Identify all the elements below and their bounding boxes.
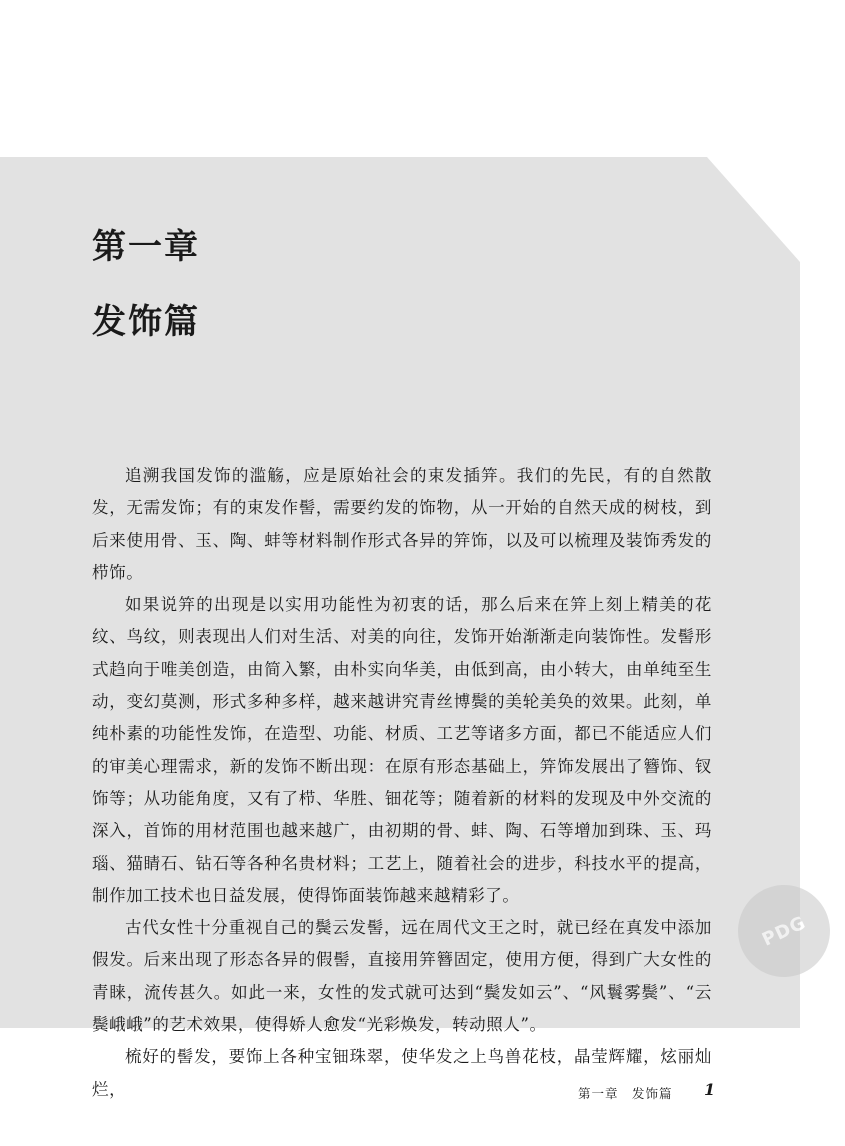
paragraph-1: 追溯我国发饰的滥觞，应是原始社会的束发插笄。我们的先民，有的自然散发，无需发饰；有的束发作髻，需要约发的饰物，从一开始的自然天成的树枝，到后来使用骨、玉、陶、蚌等材料制作形式各异的笄饰，以及可以梳理及装饰秀发的栉饰。: [92, 466, 712, 582]
chapter-title: 发饰篇: [92, 302, 200, 342]
page-number: 1: [704, 1080, 716, 1099]
paragraph-4: 梳好的髻发，要饰上各种宝钿珠翠，使华发之上鸟兽花枝，晶莹辉耀，炫丽灿烂，: [92, 1047, 712, 1099]
page-footer: [0, 1080, 800, 1104]
body-text: [92, 460, 712, 1106]
watermark-text: PDG: [758, 911, 810, 951]
chapter-label: 第一章: [92, 227, 200, 267]
paragraph-2: 如果说笄的出现是以实用功能性为初衷的话，那么后来在笄上刻上精美的花纹、鸟纹，则表现出人们对生活、对美的向往，发饰开始渐渐走向装饰性。发髻形式趋向于唯美创造，由简入繁，由朴实向华美，由低到高，由小转大，由单纯至生动，变幻莫测，形式多种多样，越来越讲究青丝博鬓的美轮美奂的效果。此刻，单纯朴素的功能性发饰，在造型、功能、材质、工艺等诸多方面，都已不能适应人们的审美心理需求，新的发饰不断出现：在原有形态基础上，笄饰发展出了簪饰、钗饰等；从功能角度，又有了栉、华胜、钿花等；随着新的材料的发现及中外交流的深入，首饰的用材范围也越来越广，由初期的骨、蚌、陶、石等增加到珠、玉、玛瑙、猫睛石、钻石等各种名贵材料；工艺上，随着社会的进步，科技水平的提高，制作加工技术也日益发展，使得饰面装饰越来越精彩了。: [92, 595, 712, 905]
paragraph-3: 古代女性十分重视自己的鬓云发髻，远在周代文王之时，就已经在真发中添加假发。后来出现了形态各异的假髻，直接用笄簪固定，使用方便，得到广大女性的青睐，流传甚久。如此一来，女性的发式就可达到“鬓发如云”、“风鬟雾鬓”、“云鬓峨峨”的艺术效果，使得娇人愈发“光彩焕发，转动照人”。: [92, 918, 712, 1035]
running-footer: 第一章 发饰篇: [578, 1086, 673, 1101]
